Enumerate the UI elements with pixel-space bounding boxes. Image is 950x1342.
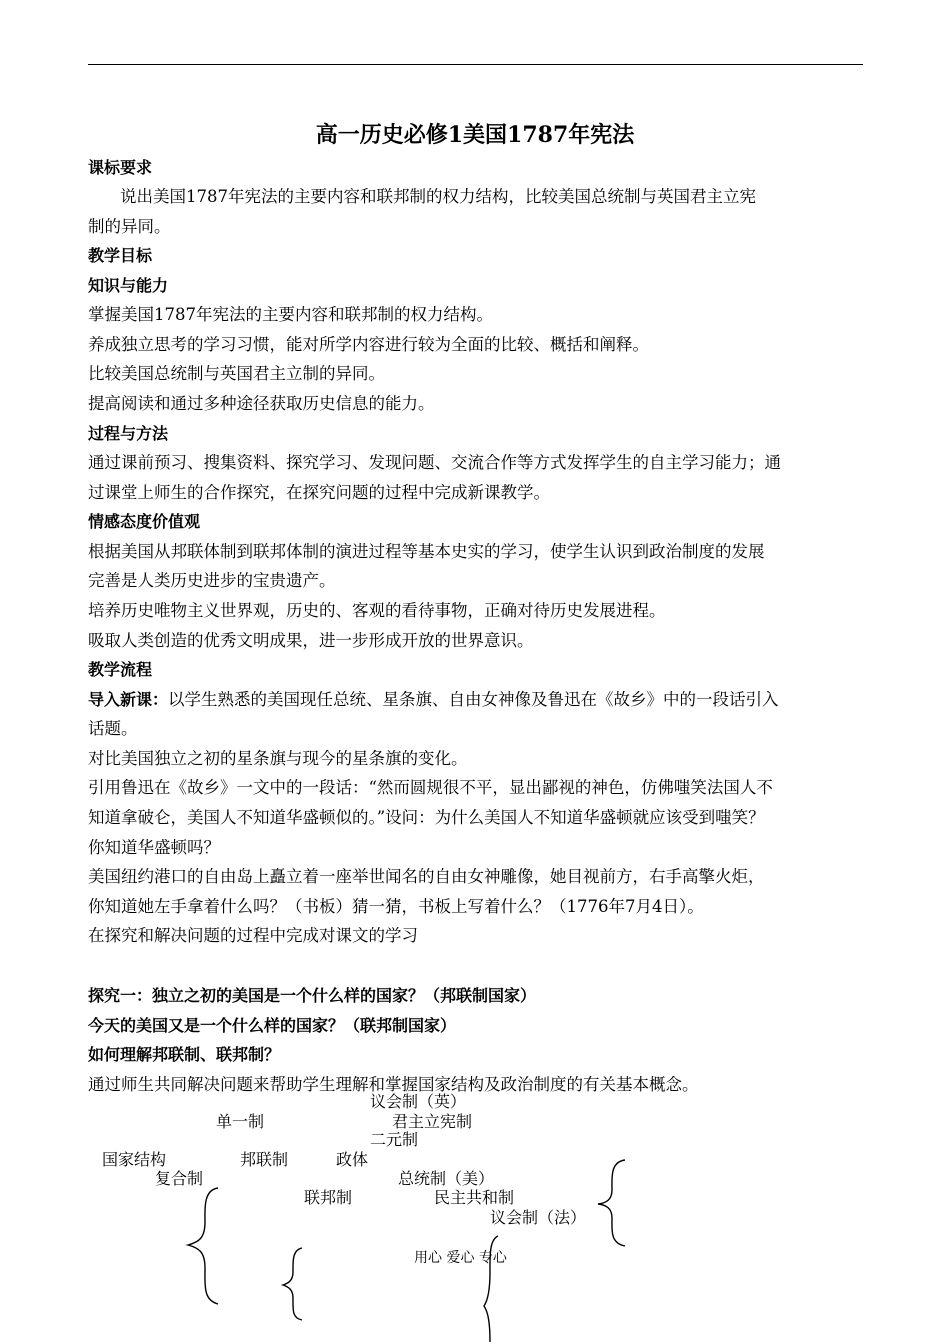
- heading-flow: 教学流程: [88, 660, 153, 679]
- paragraph-line: 知道拿破仑，美国人不知道华盛顿似的。”设问：为什么美国人不知道华盛顿就应该受到嗤笑？: [88, 808, 765, 827]
- diagram-dual: 二元制: [370, 1130, 419, 1149]
- paragraph-line: 说出美国1787年宪法的主要内容和联邦制的权力结构，比较美国总统制与英国君主立宪: [120, 187, 756, 206]
- brace-right: [598, 1160, 625, 1246]
- inquiry-heading: 今天的美国又是一个什么样的国家？（联邦制国家）: [88, 1016, 457, 1035]
- diagram-polity: 政体: [336, 1150, 369, 1169]
- paragraph-line: 在探究和解决问题的过程中完成对课文的学习: [88, 926, 418, 945]
- paragraph-line: 话题。: [88, 719, 138, 738]
- paragraph-line: 美国纽约港口的自由岛上矗立着一座举世闻名的自由女神雕像，她目视前方，右手高擎火炬，: [88, 867, 765, 886]
- diagram-republic: 民主共和制: [434, 1188, 515, 1207]
- diagram-parliament-fr: 议会制（法）: [490, 1208, 587, 1227]
- paragraph-line: 比较美国总统制与英国君主立制的异同。: [88, 364, 385, 383]
- paragraph-line: 培养历史唯物主义世界观，历史的、客观的看待事物，正确对待历史发展进程。: [88, 601, 666, 620]
- intro-label: 导入新课：: [88, 690, 169, 709]
- footer-motto: 用心 爱心 专心: [414, 1250, 507, 1266]
- paragraph-line: 养成独立思考的学习习惯，能对所学内容进行较为全面的比较、概括和阐释。: [88, 335, 649, 354]
- page-title: 高一历史必修1美国1787年宪法: [315, 122, 635, 148]
- diagram-const-monarchy: 君主立宪制: [392, 1112, 473, 1131]
- brace-left-bottom: [484, 1236, 498, 1342]
- intro-text: 以学生熟悉的美国现任总统、星条旗、自由女神像及鲁迅在《故乡》中的一段话引入: [168, 690, 779, 709]
- paragraph-line: 通过师生共同解决问题来帮助学生理解和掌握国家结构及政治制度的有关基本概念。: [88, 1075, 699, 1094]
- paragraph-line: 对比美国独立之初的星条旗与现今的星条旗的变化。: [88, 749, 468, 768]
- diagram-unitary: 单一制: [216, 1112, 265, 1131]
- diagram-confederation: 邦联制: [240, 1150, 289, 1169]
- brace-left-large: [188, 1188, 218, 1304]
- paragraph-line: 根据美国从邦联体制到联邦体制的演进过程等基本史实的学习，使学生认识到政治制度的发展: [88, 542, 765, 561]
- inquiry-heading: 探究一：独立之初的美国是一个什么样的国家？（邦联制国家）: [88, 986, 537, 1005]
- paragraph-line: 引用鲁迅在《故乡》一文中的一段话：“然而圆规很不平，显出鄙视的神色，仿佛嗤笑法国人不: [88, 778, 773, 797]
- paragraph-line: 掌握美国1787年宪法的主要内容和联邦制的权力结构。: [88, 305, 493, 324]
- paragraph-line: 制的异同。: [88, 217, 171, 236]
- heading-objectives: 教学目标: [88, 246, 153, 265]
- diagram-presidential-us: 总统制（美）: [398, 1169, 495, 1188]
- diagram-parliament-uk: 议会制（英）: [370, 1092, 467, 1111]
- paragraph-line: 你知道华盛顿吗？: [88, 838, 220, 857]
- heading-curriculum: 课标要求: [88, 158, 153, 177]
- paragraph-line: 你知道她左手拿着什么吗？（书板）猜一猜，书板上写着什么？（1776年7月4日）。: [88, 897, 704, 916]
- heading-values: 情感态度价值观: [88, 512, 201, 531]
- diagram-state-structure: 国家结构: [102, 1150, 167, 1169]
- paragraph-line: 通过课前预习、搜集资料、探究学习、发现问题、交流合作等方式发挥学生的自主学习能力；通: [88, 453, 781, 472]
- heading-knowledge: 知识与能力: [88, 276, 169, 295]
- paragraph-line: 完善是人类历史进步的宝贵遗产。: [88, 571, 336, 590]
- diagram-federation: 联邦制: [304, 1188, 353, 1207]
- paragraph-line: 吸取人类创造的优秀文明成果，进一步形成开放的世界意识。: [88, 631, 534, 650]
- brace-left-small: [283, 1248, 302, 1320]
- paragraph-line: 提高阅读和通过多种途径获取历史信息的能力。: [88, 394, 435, 413]
- heading-process: 过程与方法: [88, 424, 169, 443]
- paragraph-line: 过课堂上师生的合作探究，在探究问题的过程中完成新课教学。: [88, 483, 550, 502]
- inquiry-heading: 如何理解邦联制、联邦制？: [88, 1045, 281, 1064]
- diagram-compound: 复合制: [155, 1169, 204, 1188]
